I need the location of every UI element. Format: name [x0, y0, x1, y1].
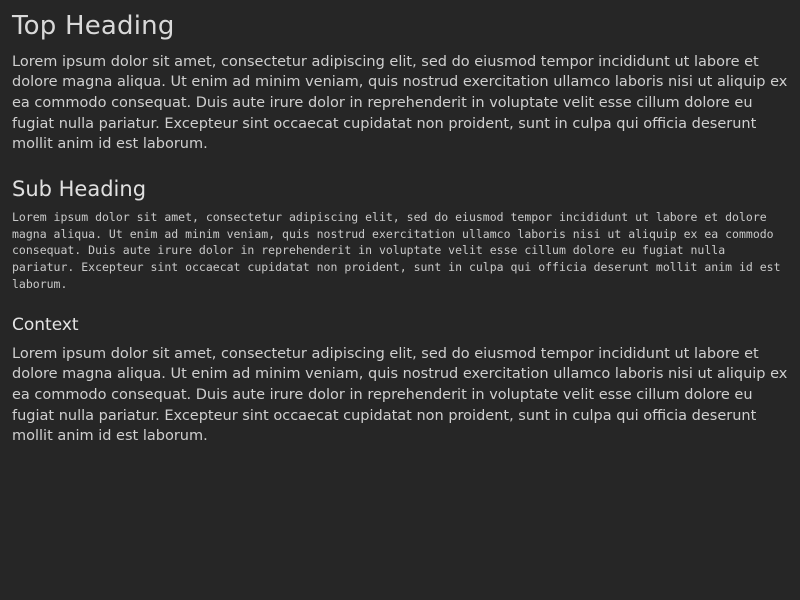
intro-paragraph: Lorem ipsum dolor sit amet, consectetur adipiscing elit, sed do eiusmod tempor incididunt ut labore et dolore magna aliqua. Ut enim ad minim veniam, quis nostrud exercitation ullamco laboris nisi ut aliquip ex ea commodo consequat. Duis aute irure dolor in reprehenderit in voluptate velit esse cillum dolore eu fugiat nulla pariatur. Excepteur sint occaecat cupidatat non proident, sunt in culpa qui officia deserunt mollit anim id est laborum. — [12, 53, 788, 153]
context-heading: Context — [12, 315, 79, 336]
page-title: Top Heading — [12, 11, 175, 41]
context-paragraph: Lorem ipsum dolor sit amet, consectetur adipiscing elit, sed do eiusmod tempor incididunt ut labore et dolore magna aliqua. Ut enim ad minim veniam, quis nostrud exercitation ullamco laboris nisi ut aliquip ex ea commodo consequat. Duis aute irure dolor in reprehenderit in voluptate velit esse cillum dolore eu fugiat nulla pariatur. Excepteur sint occaecat cupidatat non proident, sunt in culpa qui officia deserunt mollit anim id est laborum. — [12, 345, 788, 445]
monospace-paragraph: Lorem ipsum dolor sit amet, consectetur adipiscing elit, sed do eiusmod tempor incididunt ut labore et dolore magna aliqua. Ut enim ad minim veniam, quis nostrud exercitation ullamco laboris nisi ut aliquip ex ea commodo consequat. Duis aute irure dolor in reprehenderit in voluptate velit esse cillum dolore eu fugiat nulla pariatur. Excepteur sint occaecat cupidatat non proident, sunt in culpa qui officia deserunt mollit anim id est laborum. — [12, 209, 781, 291]
sub-heading: Sub Heading — [12, 176, 147, 201]
